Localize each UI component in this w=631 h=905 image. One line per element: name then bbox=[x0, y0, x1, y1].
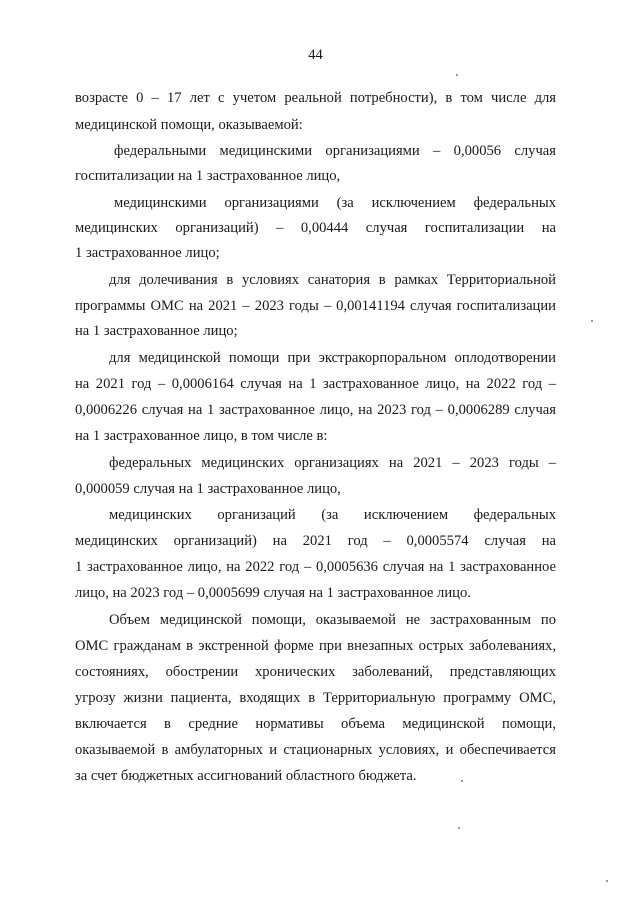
text-line: на 1 застрахованное лицо; bbox=[75, 323, 238, 339]
text-line: федеральными медицинскими организациями – 0,00056 случая bbox=[114, 143, 556, 159]
text-line: возрасте 0 – 17 лет с учетом реальной потребности), в том числе для bbox=[75, 90, 556, 106]
text-line: для долечивания в условиях санатория в рамках Территориальной bbox=[109, 272, 556, 288]
scan-speck bbox=[458, 827, 460, 829]
text-line: федеральных медицинских организациях на 2021 – 2023 годы – bbox=[109, 455, 556, 471]
text-line: программы ОМС на 2021 – 2023 годы – 0,00141194 случая госпитализации bbox=[75, 298, 556, 314]
scan-speck bbox=[591, 320, 593, 322]
text-line: за счет бюджетных ассигнований областного бюджета. bbox=[75, 768, 417, 784]
scan-speck bbox=[456, 74, 458, 76]
text-line: медицинских организаций) – 0,00444 случая госпитализации на bbox=[75, 220, 556, 236]
text-line: 0,000059 случая на 1 застрахованное лицо, bbox=[75, 481, 341, 497]
text-line: 1 застрахованное лицо, на 2022 год – 0,0005636 случая на 1 застрахованное bbox=[75, 559, 556, 575]
text-line: медицинскими организациями (за исключением федеральных bbox=[114, 195, 556, 211]
text-line: 0,0006226 случая на 1 застрахованное лицо, на 2023 год – 0,0006289 случая bbox=[75, 402, 556, 418]
text-line: медицинских организаций (за исключением федеральных bbox=[109, 507, 556, 523]
text-line: госпитализации на 1 застрахованное лицо, bbox=[75, 168, 341, 184]
text-line: включается в средние нормативы объема медицинской помощи, bbox=[75, 716, 556, 732]
text-line: состояниях, обострении хронических заболеваний, представляющих bbox=[75, 664, 556, 680]
text-line: на 2021 год – 0,0006164 случая на 1 застрахованное лицо, на 2022 год – bbox=[75, 376, 556, 392]
page-number: 44 bbox=[308, 47, 323, 63]
text-line: медицинской помощи, оказываемой: bbox=[75, 117, 303, 133]
text-line: ОМС гражданам в экстренной форме при внезапных острых заболеваниях, bbox=[75, 638, 556, 654]
text-line: оказываемой в амбулаторных и стационарных условиях, и обеспечивается bbox=[75, 742, 556, 758]
text-line: угрозу жизни пациента, входящих в Территориальную программу ОМС, bbox=[75, 690, 556, 706]
text-line: медицинских организаций) на 2021 год – 0,0005574 случая на bbox=[75, 533, 556, 549]
text-line: Объем медицинской помощи, оказываемой не застрахованным по bbox=[109, 612, 556, 628]
text-line: для медицинской помощи при экстракорпоральном оплодотворении bbox=[109, 350, 556, 366]
text-line: лицо, на 2023 год – 0,0005699 случая на 1 застрахованное лицо. bbox=[75, 585, 471, 601]
scan-speck bbox=[461, 780, 463, 782]
scan-speck bbox=[606, 880, 608, 882]
text-line: 1 застрахованное лицо; bbox=[75, 245, 220, 261]
text-line: на 1 застрахованное лицо, в том числе в: bbox=[75, 428, 328, 444]
